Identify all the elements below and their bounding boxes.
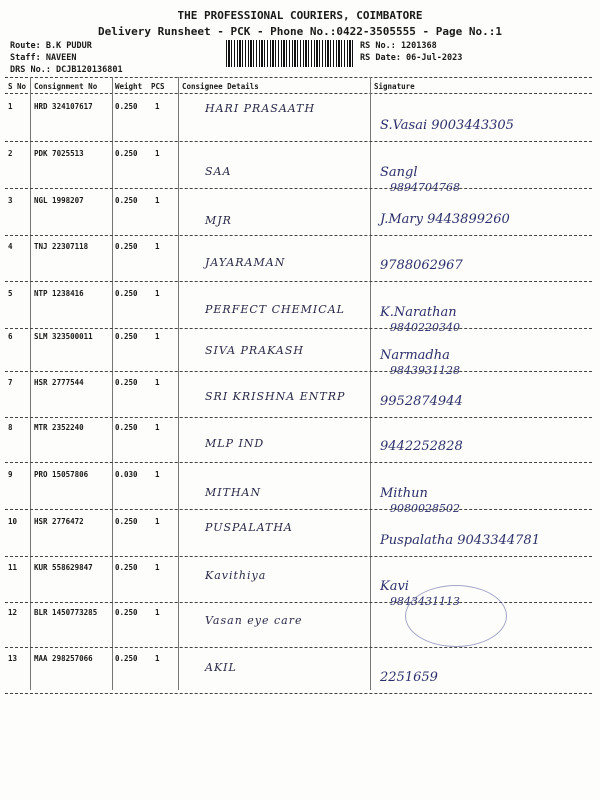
pieces-count: 1: [155, 378, 160, 387]
serial-number: 10: [8, 517, 18, 526]
consignee-name: Kavithiya: [205, 569, 267, 582]
recipient-phone: 9894704768: [390, 181, 460, 194]
col-divider: [30, 77, 31, 690]
consignee-name: MITHAN: [205, 486, 262, 499]
recipient-signature: 2251659: [380, 670, 438, 685]
serial-number: 1: [8, 102, 13, 111]
weight-value: 0.250: [115, 517, 138, 526]
consignment-number: SLM 323500011: [34, 332, 93, 341]
weight-value: 0.250: [115, 654, 138, 663]
route-label: Route: B.K PUDUR: [10, 41, 92, 51]
rs-date: RS Date: 06-Jul-2023: [360, 53, 463, 63]
recipient-signature: Puspalatha 9043344781: [380, 533, 540, 548]
consignment-number: MAA 298257066: [34, 654, 93, 663]
weight-value: 0.250: [115, 149, 138, 158]
weight-value: 0.250: [115, 242, 138, 251]
recipient-signature: Narmadha: [380, 348, 450, 363]
row-divider: [5, 647, 592, 648]
row-divider: [5, 371, 592, 372]
serial-number: 3: [8, 196, 13, 205]
consignee-name: JAYARAMAN: [205, 256, 286, 269]
consignment-number: NTP 1238416: [34, 289, 84, 298]
consignment-number: TNJ 22307118: [34, 242, 89, 251]
delivery-stamp: [405, 585, 507, 647]
weight-value: 0.250: [115, 102, 138, 111]
recipient-signature: K.Narathan: [380, 305, 457, 320]
serial-number: 5: [8, 289, 13, 298]
col-header-sno: S No: [8, 82, 27, 91]
consignment-number: KUR 558629847: [34, 563, 93, 572]
pieces-count: 1: [155, 242, 160, 251]
row-divider: [5, 235, 592, 236]
consignment-number: HSR 2776472: [34, 517, 84, 526]
weight-value: 0.250: [115, 196, 138, 205]
recipient-signature: S.Vasai 9003443305: [380, 118, 514, 133]
weight-value: 0.250: [115, 332, 138, 341]
serial-number: 8: [8, 423, 13, 432]
pieces-count: 1: [155, 149, 160, 158]
col-header-consignee: Consignee Details: [182, 82, 259, 91]
recipient-phone: 9840220340: [390, 321, 460, 334]
col-header-consignment: Consignment No: [34, 82, 98, 91]
consignment-number: PRO 15057806: [34, 470, 89, 479]
recipient-signature: Mithun: [380, 486, 428, 501]
header-right-block: [360, 40, 462, 64]
consignee-name: PUSPALATHA: [205, 521, 293, 534]
weight-value: 0.250: [115, 608, 138, 617]
table-top-rule: [5, 77, 592, 78]
consignee-name: HARI PRASAATH: [205, 102, 316, 115]
consignee-name: PERFECT CHEMICAL: [205, 303, 345, 316]
header-left-block: [10, 40, 123, 76]
pieces-count: 1: [155, 102, 160, 111]
pieces-count: 1: [155, 423, 160, 432]
weight-value: 0.030: [115, 470, 138, 479]
runsheet-subtitle: Delivery Runsheet - PCK - Phone No.:0422-3505555 - Page No.:1: [98, 25, 502, 38]
row-divider: [5, 281, 592, 282]
recipient-signature: 9788062967: [380, 258, 463, 273]
pieces-count: 1: [155, 563, 160, 572]
staff-label: Staff: NAVEEN: [10, 53, 77, 63]
recipient-signature: J.Mary 9443899260: [380, 212, 510, 227]
consignee-name: SRI KRISHNA ENTRP: [205, 390, 346, 403]
weight-value: 0.250: [115, 423, 138, 432]
consignment-number: MTR 2352240: [34, 423, 84, 432]
consignee-name: Vasan eye care: [205, 614, 303, 627]
serial-number: 6: [8, 332, 13, 341]
row-divider: [5, 141, 592, 142]
col-divider: [178, 77, 179, 690]
consignment-number: BLR 1450773285: [34, 608, 98, 617]
consignee-name: SIVA PRAKASH: [205, 344, 304, 357]
serial-number: 4: [8, 242, 13, 251]
col-header-pcs: PCS: [151, 82, 165, 91]
recipient-phone: 9843931128: [390, 364, 460, 377]
serial-number: 11: [8, 563, 18, 572]
consignment-number: HSR 2777544: [34, 378, 84, 387]
serial-number: 2: [8, 149, 13, 158]
weight-value: 0.250: [115, 378, 138, 387]
document-title: THE PROFESSIONAL COURIERS, COIMBATORE: [177, 9, 423, 22]
rs-number: RS No.: 1201368: [360, 41, 437, 51]
serial-number: 9: [8, 470, 13, 479]
recipient-phone: 9080028502: [390, 502, 460, 515]
serial-number: 13: [8, 654, 18, 663]
serial-number: 7: [8, 378, 13, 387]
recipient-phone: 9843431113: [390, 595, 460, 608]
consignee-name: MLP IND: [205, 437, 265, 450]
recipient-signature: 9952874944: [380, 394, 463, 409]
pieces-count: 1: [155, 196, 160, 205]
weight-value: 0.250: [115, 563, 138, 572]
row-divider: [5, 693, 592, 694]
row-divider: [5, 602, 592, 603]
drs-number: DRS No.: DCJB120136801: [10, 65, 123, 75]
pieces-count: 1: [155, 608, 160, 617]
pieces-count: 1: [155, 517, 160, 526]
consignee-name: AKIL: [205, 661, 237, 674]
serial-number: 12: [8, 608, 18, 617]
pieces-count: 1: [155, 654, 160, 663]
barcode: [226, 40, 354, 67]
pieces-count: 1: [155, 332, 160, 341]
col-header-signature: Signature: [374, 82, 415, 91]
consignee-name: SAA: [205, 165, 232, 178]
recipient-signature: 9442252828: [380, 439, 463, 454]
recipient-signature: Sangl: [380, 165, 418, 180]
weight-value: 0.250: [115, 289, 138, 298]
row-divider: [5, 328, 592, 329]
col-divider: [370, 77, 371, 690]
pieces-count: 1: [155, 289, 160, 298]
consignment-number: HRD 324107617: [34, 102, 93, 111]
row-divider: [5, 417, 592, 418]
row-divider: [5, 188, 592, 189]
consignee-name: MJR: [205, 214, 232, 227]
row-divider: [5, 509, 592, 510]
pieces-count: 1: [155, 470, 160, 479]
header-bottom-rule: [5, 93, 592, 94]
row-divider: [5, 462, 592, 463]
col-header-weight: Weight: [115, 82, 143, 91]
consignment-number: PDK 7025513: [34, 149, 84, 158]
consignment-number: NGL 1998207: [34, 196, 84, 205]
col-divider: [112, 77, 113, 690]
row-divider: [5, 556, 592, 557]
recipient-signature: Kavi: [380, 579, 409, 594]
